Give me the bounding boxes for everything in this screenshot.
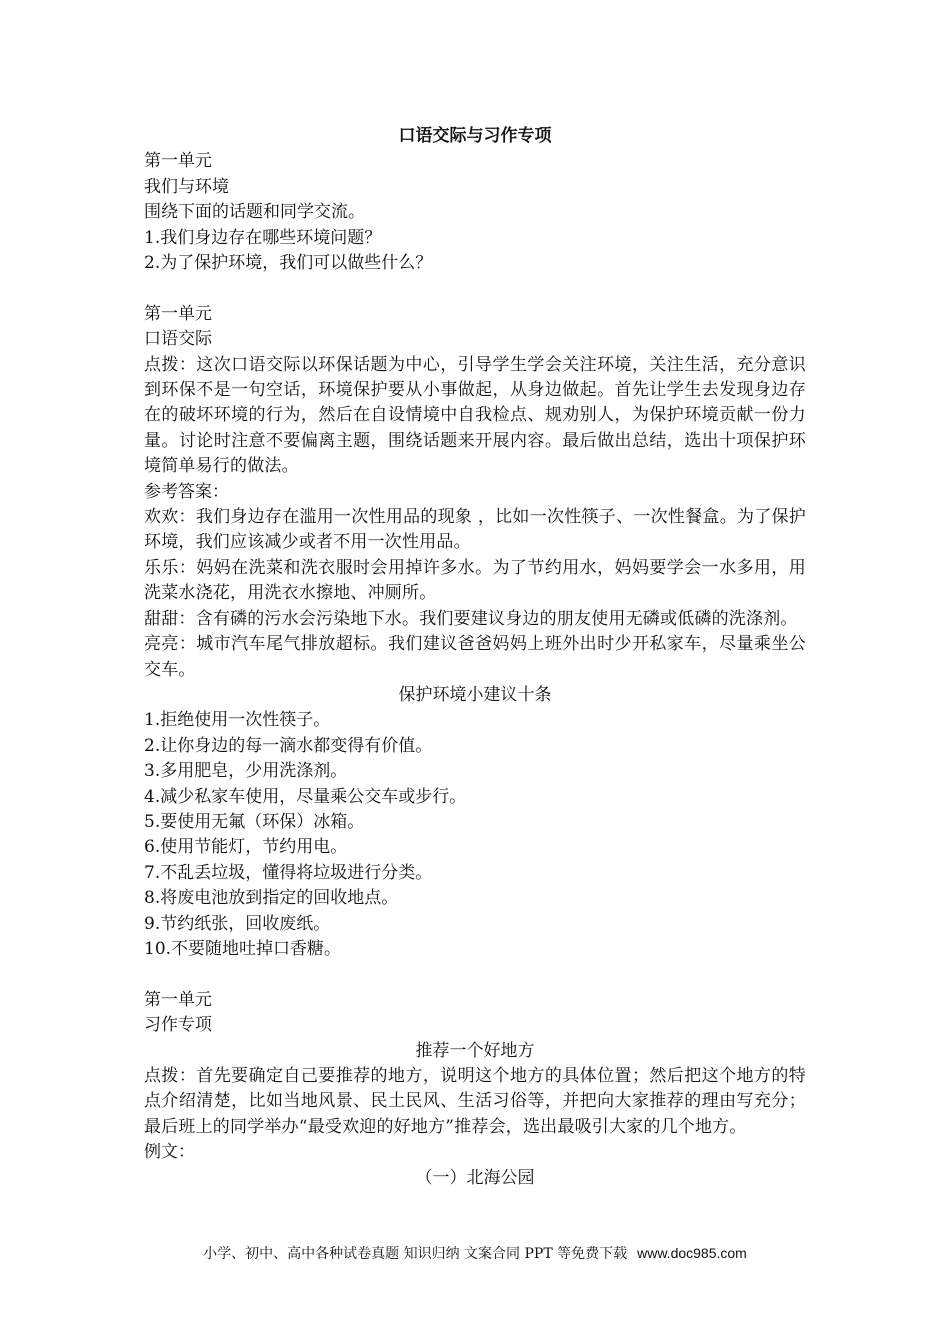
answer-paragraph: 欢欢：我们身边存在滥用一次性用品的现象 ，比如一次性筷子、一次性餐盒。为了保护环境，我们应该减少或者不用一次性用品。 — [144, 507, 806, 553]
list-item: 10.不要随地吐掉口香糖。 — [144, 938, 342, 959]
essay-title: 推荐一个好地方 — [415, 1040, 535, 1061]
list-item: 4.减少私家车使用，尽量乘公交车或步行。 — [144, 786, 467, 807]
footer-text: 小学、初中、高中各种试卷真题 知识归纳 文案合同 PPT 等免费下载 — [203, 1246, 628, 1262]
list-item: 6.使用节能灯，节约用电。 — [144, 837, 348, 858]
list-item: 2.让你身边的每一滴水都变得有价值。 — [144, 735, 433, 756]
list-item: 5.要使用无氟（环保）冰箱。 — [144, 811, 365, 832]
list-item: 7.不乱丢垃圾，懂得将垃圾进行分类。 — [144, 862, 433, 883]
tip-paragraph: 点拨：这次口语交际以环保话题为中心，引导学生学会关注环境，关注生活，充分意识到环保不是一句空话，环境保护要从小事做起，从身边做起。首先让学生去发现身边存在的破坏环境的行为，然后在自设情境中自我检点、规劝别人，为保护环境贡献一份力量。讨论时注意不要偏离主题，围绕话题来开展内容。最后做出总结，选出十项保护环境简单易行的做法。 — [144, 354, 806, 477]
answer-label: 参考答案： — [144, 481, 229, 502]
list-item: 3.多用肥皂，少用洗涤剂。 — [144, 761, 348, 782]
answer-paragraph: 甜甜：含有磷的污水会污染地下水。我们要建议身边的朋友使用无磷或低磷的洗涤剂。 — [144, 608, 798, 629]
topic-heading: 我们与环境 — [144, 176, 229, 197]
page-title: 口语交际与习作专项 — [398, 126, 552, 146]
tip-paragraph: 点拨：首先要确定自己要推荐的地方，说明这个地方的具体位置；然后把这个地方的特点介绍清楚，比如当地风景、民土民风、生活习俗等，并把向大家推荐的理由写充分；最后班上的同学举办“最受欢迎的好地方”推荐会，选出最吸引大家的几个地方。 — [144, 1066, 806, 1137]
unit-label: 第一单元 — [144, 303, 212, 324]
question-2: 2.为了保护环境，我们可以做些什么？ — [144, 253, 433, 274]
list-item: 9.节约纸张，回收废纸。 — [144, 913, 331, 934]
intro-text: 围绕下面的话题和同学交流。 — [144, 202, 365, 223]
spacer — [144, 962, 806, 987]
answer-paragraph: 亮亮：城市汽车尾气排放超标。我们建议爸爸妈妈上班外出时少开私家车，尽量乘坐公交车。 — [144, 634, 806, 680]
answer-paragraph: 乐乐：妈妈在洗菜和洗衣服时会用掉许多水。为了节约用水，妈妈要学会一水多用，用洗菜水浇花，用洗衣水擦地、冲厕所。 — [144, 557, 806, 604]
footer-site-link[interactable]: www.doc985.com — [637, 1245, 747, 1261]
page-footer — [0, 1243, 950, 1263]
example-label: 例文： — [144, 1142, 195, 1163]
question-1: 1.我们身边存在哪些环境问题？ — [144, 227, 382, 248]
list-title: 保护环境小建议十条 — [398, 684, 552, 705]
unit-label: 第一单元 — [144, 151, 212, 172]
section-heading: 习作专项 — [144, 1015, 212, 1036]
section-heading: 口语交际 — [144, 329, 212, 350]
document-page — [144, 124, 806, 1191]
list-item: 1.拒绝使用一次性筷子。 — [144, 710, 331, 731]
spacer — [144, 276, 806, 301]
example-title: （一）北海公园 — [415, 1167, 535, 1188]
unit-label: 第一单元 — [144, 989, 212, 1010]
list-item: 8.将废电池放到指定的回收地点。 — [144, 888, 399, 909]
